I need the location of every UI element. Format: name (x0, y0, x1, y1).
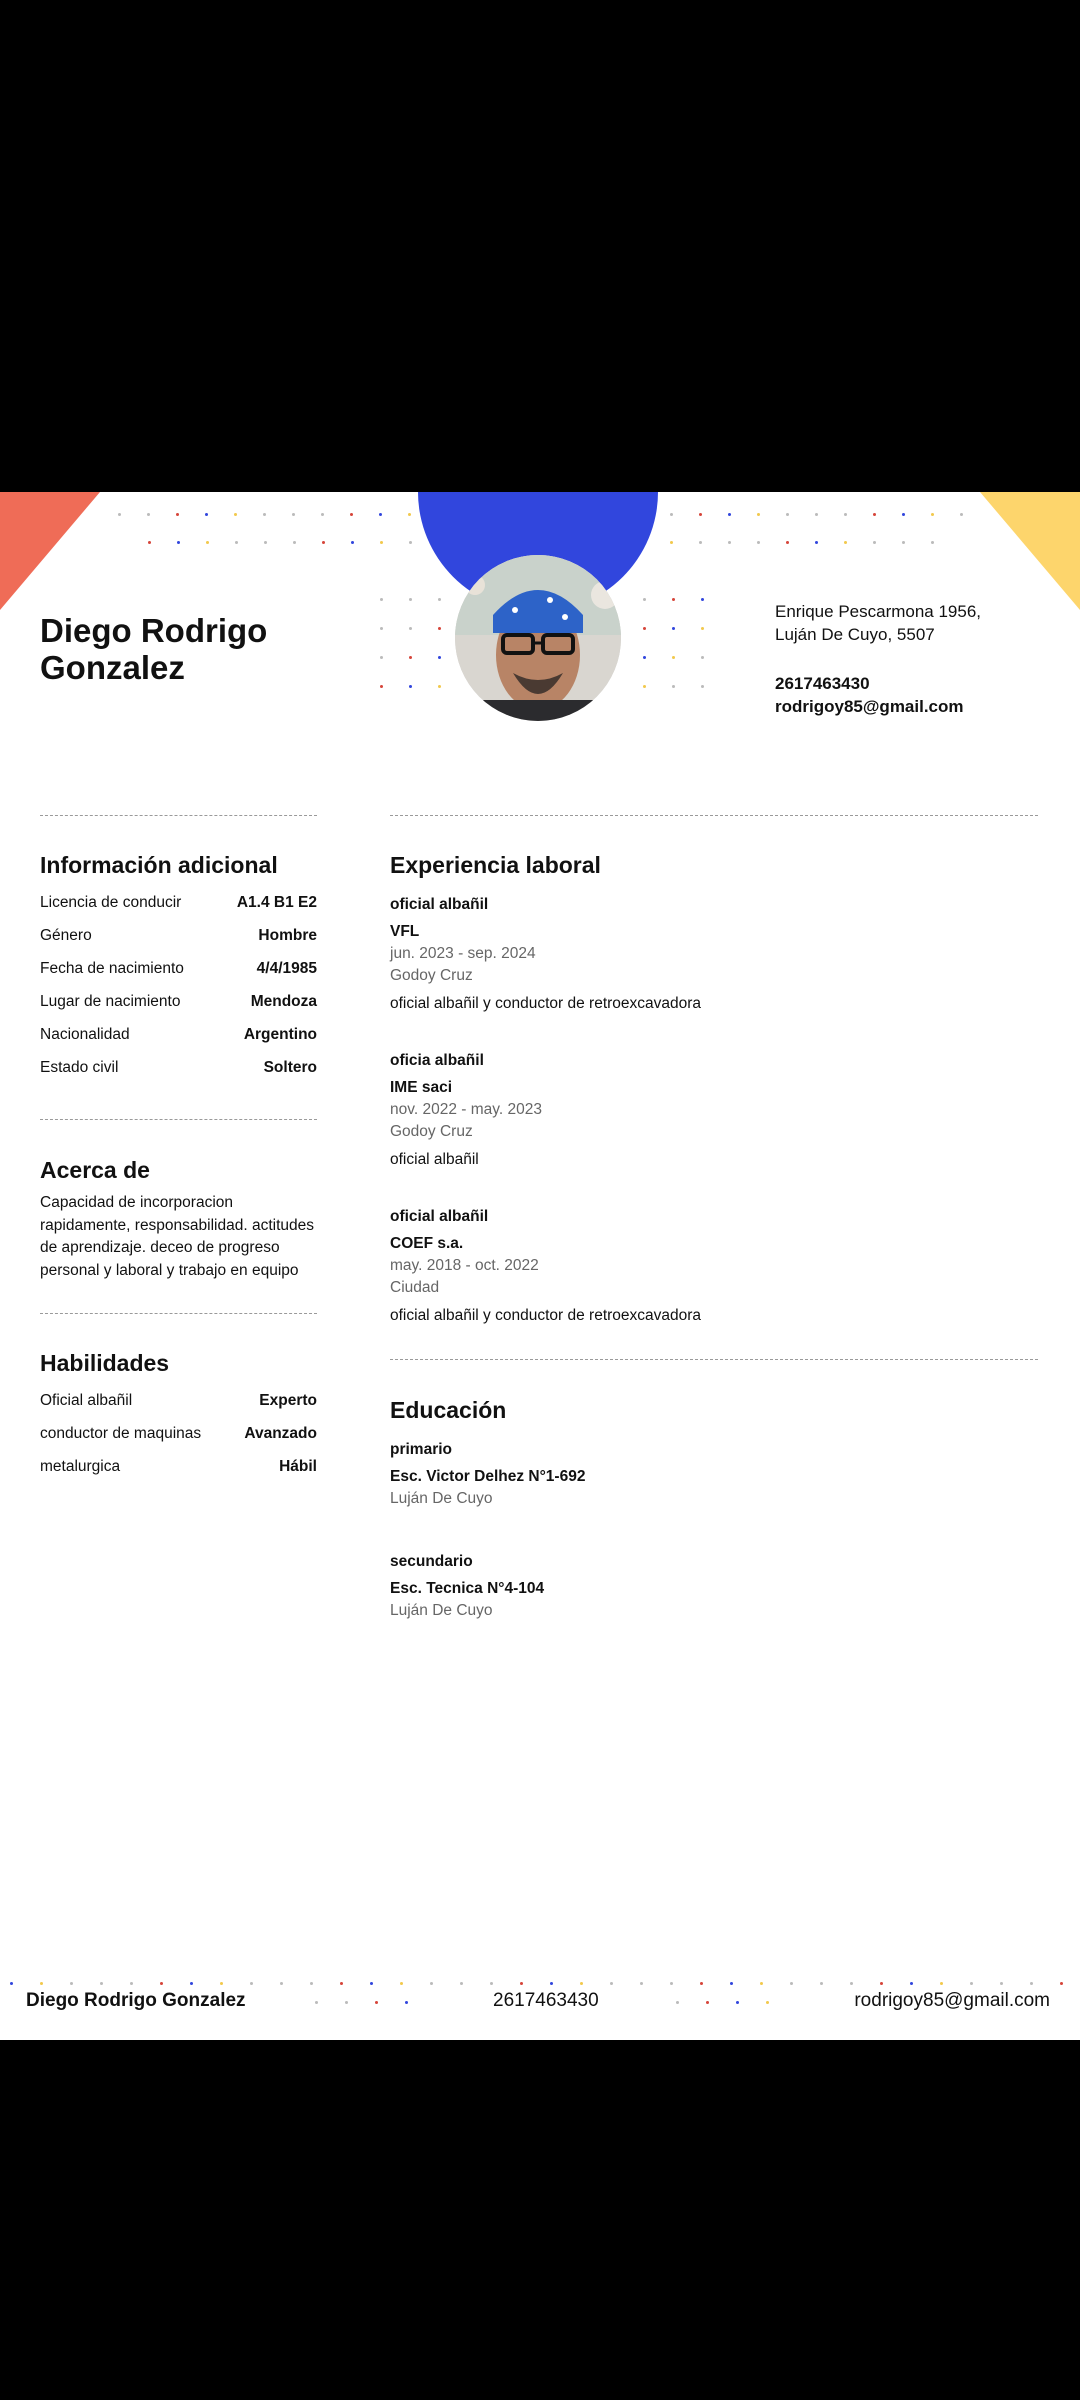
section-title-info: Información adicional (40, 852, 278, 878)
decorative-dot (676, 2001, 679, 2004)
decorative-dot (786, 513, 789, 516)
job-description: oficial albañil y conductor de retroexcavadora (390, 1307, 702, 1324)
corner-decoration-right (980, 492, 1080, 610)
decorative-dot (10, 1982, 13, 1985)
section-title-about: Acerca de (40, 1157, 150, 1183)
decorative-dot (409, 627, 412, 630)
job-entry (390, 1206, 701, 1327)
decorative-dot (931, 513, 934, 516)
decorative-dot (177, 541, 180, 544)
job-entry (390, 894, 701, 1015)
decorative-dot (405, 2001, 408, 2004)
resume-page (0, 492, 1080, 2040)
decorative-dot (670, 513, 673, 516)
job-description: oficial albañil (390, 1151, 479, 1168)
decorative-dot (672, 627, 675, 630)
decorative-dot (790, 1982, 793, 1985)
decorative-dot (234, 513, 237, 516)
decorative-dot (701, 685, 704, 688)
decorative-dot (409, 541, 412, 544)
footer-phone[interactable]: 2617463430 (493, 1990, 599, 2011)
decorative-dot (370, 1982, 373, 1985)
job-company: COEF s.a. (390, 1235, 464, 1252)
skills-label: conductor de maquinas (40, 1425, 202, 1442)
decorative-dot (736, 2001, 739, 2004)
info-label: Estado civil (40, 1059, 119, 1076)
decorative-dot (438, 598, 441, 601)
education-entry (390, 1439, 585, 1510)
info-label: Fecha de nacimiento (40, 960, 184, 977)
info-label: Lugar de nacimiento (40, 993, 181, 1010)
decorative-dot (550, 1982, 553, 1985)
decorative-dot (643, 627, 646, 630)
decorative-dot (147, 513, 150, 516)
decorative-dot (190, 1982, 193, 1985)
job-description: oficial albañil y conductor de retroexcavadora (390, 995, 702, 1012)
decorative-dot (408, 513, 411, 516)
decorative-dot (844, 513, 847, 516)
decorative-dot (70, 1982, 73, 1985)
decorative-dot (643, 656, 646, 659)
decorative-dot (460, 1982, 463, 1985)
decorative-dot (409, 598, 412, 601)
decorative-dot (699, 541, 702, 544)
decorative-dot (280, 1982, 283, 1985)
decorative-dot (931, 541, 934, 544)
decorative-dot (235, 541, 238, 544)
section-title-education: Educación (390, 1397, 507, 1423)
decorative-dot (206, 541, 209, 544)
job-place: Ciudad (390, 1279, 440, 1296)
education-place: Luján De Cuyo (390, 1490, 493, 1507)
info-row (40, 927, 317, 945)
decorative-dot (757, 513, 760, 516)
decorative-dot (430, 1982, 433, 1985)
divider (40, 815, 317, 816)
decorative-dot (263, 513, 266, 516)
job-role: oficia albañil (390, 1052, 484, 1069)
contact-block (775, 600, 981, 718)
candidate-name (40, 612, 267, 686)
decorative-dot (220, 1982, 223, 1985)
job-company: IME saci (390, 1079, 453, 1096)
decorative-dot (640, 1982, 643, 1985)
decorative-dot (610, 1982, 613, 1985)
decorative-dot (815, 513, 818, 516)
info-label: Licencia de conducir (40, 894, 182, 911)
info-row (40, 894, 317, 912)
decorative-dot (672, 656, 675, 659)
address-line-1: Enrique Pescarmona 1956, (775, 602, 982, 621)
decorative-dot (873, 513, 876, 516)
info-label: Género (40, 927, 92, 944)
info-value: Soltero (263, 1059, 317, 1076)
education-level: primario (390, 1441, 453, 1458)
decorative-dot (701, 656, 704, 659)
decorative-dot (100, 1982, 103, 1985)
info-row (40, 1026, 317, 1044)
decorative-dot (728, 513, 731, 516)
decorative-dot (786, 541, 789, 544)
decorative-dot (672, 598, 675, 601)
decorative-dot (766, 2001, 769, 2004)
info-value: 4/4/1985 (256, 960, 317, 977)
decorative-dot (760, 1982, 763, 1985)
decorative-dot (970, 1982, 973, 1985)
skills-label: Oficial albañil (40, 1392, 133, 1409)
job-role: oficial albañil (390, 896, 489, 913)
decorative-dot (345, 2001, 348, 2004)
name-line-2: Gonzalez (40, 649, 185, 686)
decorative-dot (264, 541, 267, 544)
divider (390, 1359, 1038, 1360)
decorative-dot (380, 627, 383, 630)
decorative-dot (820, 1982, 823, 1985)
decorative-dot (940, 1982, 943, 1985)
info-value: Mendoza (250, 993, 317, 1010)
name-line-1: Diego Rodrigo (40, 612, 268, 649)
decorative-dot (672, 685, 675, 688)
education-school: Esc. Victor Delhez N°1-692 (390, 1468, 586, 1485)
decorative-dot (380, 598, 383, 601)
education-level: secundario (390, 1553, 473, 1570)
decorative-dot (321, 513, 324, 516)
decorative-dot (910, 1982, 913, 1985)
info-value: A1.4 B1 E2 (236, 894, 317, 911)
decorative-dot (340, 1982, 343, 1985)
skills-row (40, 1392, 317, 1410)
decorative-dot (643, 685, 646, 688)
education-school: Esc. Tecnica N°4-104 (390, 1580, 545, 1597)
decorative-dot (580, 1982, 583, 1985)
decorative-dot (315, 2001, 318, 2004)
decorative-dot (380, 685, 383, 688)
divider (390, 815, 1038, 816)
decorative-dot (409, 656, 412, 659)
job-place: Godoy Cruz (390, 967, 473, 984)
decorative-dot (310, 1982, 313, 1985)
footer (0, 1982, 1080, 2040)
section-title-experience: Experiencia laboral (390, 852, 601, 878)
decorative-dot (148, 541, 151, 544)
info-row (40, 993, 317, 1011)
job-entry (390, 1050, 542, 1171)
job-dates: may. 2018 - oct. 2022 (390, 1257, 539, 1274)
decorative-dot (380, 541, 383, 544)
decorative-dot (902, 513, 905, 516)
decorative-dot (40, 1982, 43, 1985)
address-line-2: Luján De Cuyo, 5507 (775, 625, 935, 644)
decorative-dot (706, 2001, 709, 2004)
info-value: Argentino (243, 1026, 317, 1043)
decorative-dot (844, 541, 847, 544)
decorative-dot (1000, 1982, 1003, 1985)
decorative-dot (292, 513, 295, 516)
decorative-dot (490, 1982, 493, 1985)
decorative-dot (815, 541, 818, 544)
job-company: VFL (390, 923, 420, 940)
decorative-dot (520, 1982, 523, 1985)
decorative-dot (701, 598, 704, 601)
section-title-skills: Habilidades (40, 1350, 170, 1376)
decorative-dot (351, 541, 354, 544)
decorative-dot (880, 1982, 883, 1985)
skills-row (40, 1425, 317, 1443)
decorative-dot (379, 513, 382, 516)
job-dates: nov. 2022 - may. 2023 (390, 1101, 542, 1118)
decorative-dot (160, 1982, 163, 1985)
skills-value: Experto (259, 1392, 317, 1409)
profile-photo (455, 555, 621, 721)
info-row (40, 1059, 317, 1077)
decorative-dot (322, 541, 325, 544)
decorative-dot (438, 685, 441, 688)
footer-email[interactable]: rodrigoy85@gmail.com (854, 1990, 1050, 2011)
info-row (40, 960, 317, 978)
decorative-dot (670, 541, 673, 544)
decorative-dot (176, 513, 179, 516)
skills-value: Avanzado (244, 1425, 317, 1442)
job-role: oficial albañil (390, 1208, 489, 1225)
footer-name: Diego Rodrigo Gonzalez (26, 1990, 246, 2011)
decorative-dot (1060, 1982, 1063, 1985)
decorative-dot (205, 513, 208, 516)
info-label: Nacionalidad (40, 1026, 130, 1043)
divider (40, 1119, 317, 1120)
decorative-dot (902, 541, 905, 544)
decorative-dot (350, 513, 353, 516)
decorative-dot (409, 685, 412, 688)
divider (40, 1313, 317, 1314)
decorative-dot (960, 513, 963, 516)
decorative-dot (438, 656, 441, 659)
skills-label: metalurgica (40, 1458, 121, 1475)
decorative-dot (701, 627, 704, 630)
decorative-dot (380, 656, 383, 659)
email[interactable]: rodrigoy85@gmail.com (775, 697, 964, 716)
decorative-dot (130, 1982, 133, 1985)
decorative-dot (118, 513, 121, 516)
decorative-dot (670, 1982, 673, 1985)
decorative-dot (873, 541, 876, 544)
decorative-dot (757, 541, 760, 544)
corner-decoration-left (0, 492, 100, 610)
about-text: Capacidad de incorporacion rapidamente, responsabilidad. actitudes de aprendizaje. deceo de progreso personal y laboral y trabajo en equipo (40, 1194, 315, 1279)
decorative-dot (375, 2001, 378, 2004)
decorative-dot (400, 1982, 403, 1985)
decorative-dot (728, 541, 731, 544)
skills-row (40, 1458, 317, 1476)
decorative-dot (850, 1982, 853, 1985)
decorative-dot (730, 1982, 733, 1985)
info-value: Hombre (258, 927, 317, 944)
phone[interactable]: 2617463430 (775, 674, 870, 693)
decorative-dot (700, 1982, 703, 1985)
job-place: Godoy Cruz (390, 1123, 473, 1140)
decorative-dot (699, 513, 702, 516)
education-place: Luján De Cuyo (390, 1602, 493, 1619)
decorative-dot (293, 541, 296, 544)
skills-value: Hábil (279, 1458, 317, 1475)
education-entry (390, 1551, 544, 1622)
decorative-dot (438, 627, 441, 630)
decorative-dot (250, 1982, 253, 1985)
decorative-dot (1030, 1982, 1033, 1985)
job-dates: jun. 2023 - sep. 2024 (390, 945, 536, 962)
decorative-dot (643, 598, 646, 601)
